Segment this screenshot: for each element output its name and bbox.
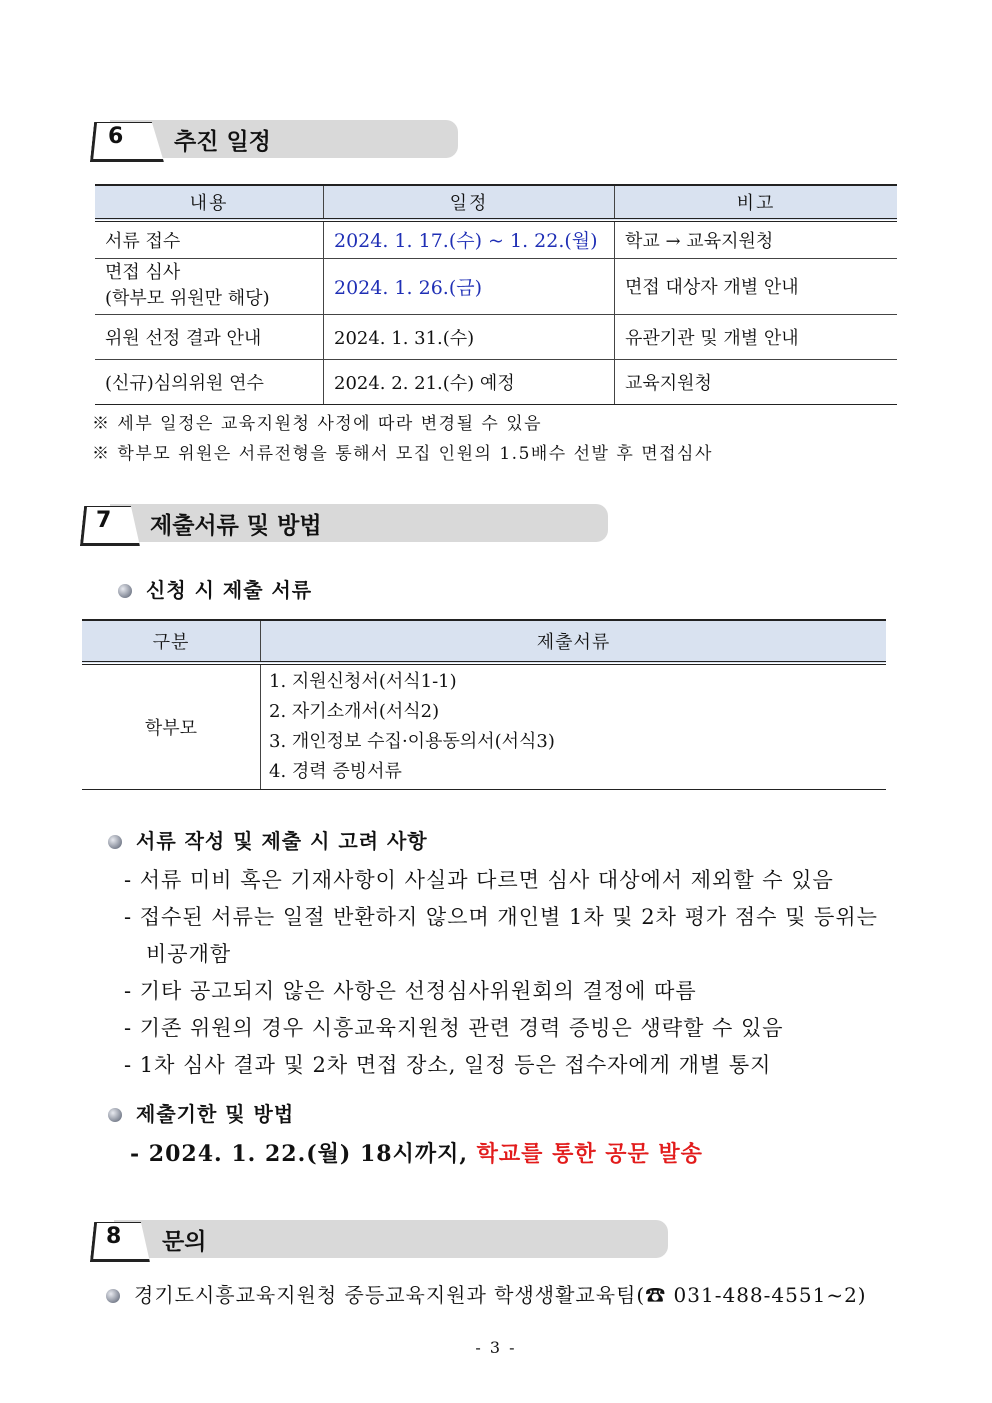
list-item: 2. 자기소개서(서식2) [269,701,440,722]
sub-heading-considerations [108,825,428,854]
page-number: - 3 - [475,1338,517,1357]
table-row [95,220,897,258]
section-8-number: 8 [106,1224,122,1249]
consideration-1: - 서류 미비 혹은 기재사항이 사실과 다르면 심사 대상에서 제외할 수 있음 [124,868,834,892]
schedule-table [95,184,897,405]
schedule-content [95,258,324,314]
documents-header-docs: 제출서류 [261,620,887,663]
consideration-5: - 1차 심사 결과 및 2차 면접 장소, 일정 등은 접수자에게 개별 통지 [124,1053,772,1077]
list-item: 3. 개인정보 수집·이용동의서(서식3) [269,731,555,752]
schedule-note: 유관기관 및 개별 안내 [615,314,898,359]
documents-list [261,663,887,790]
contact-text: 경기도시흥교육지원청 중등교육지원과 학생생활교육팀(☎ 031-488-4551~2) [134,1283,867,1307]
table-row [95,359,897,404]
sub-heading-documents [118,574,312,603]
consideration-2-cont: 비공개함 [146,942,232,966]
section-8-header [90,1220,670,1260]
deadline-line [130,1137,703,1168]
schedule-content-line1: 면접 심사 [105,262,181,283]
section-7-header [80,504,610,544]
schedule-content: 위원 선정 결과 안내 [95,314,324,359]
bullet-dot-icon [108,835,122,849]
section-8-title: 문의 [162,1229,207,1255]
table-row [95,314,897,359]
list-item: 1. 지원신청서(서식1-1) [269,671,457,692]
consideration-2: - 접수된 서류는 일절 반환하지 않으며 개인별 1차 및 2차 평가 점수 및 등위는 [124,905,878,929]
schedule-content: (신규)심의위원 연수 [95,359,324,404]
schedule-header-note: 비고 [615,185,898,220]
schedule-date: 2024. 1. 31.(수) [324,314,615,359]
schedule-content-line2: (학부모 위원만 해당) [105,288,270,309]
bullet-dot-icon [118,584,132,598]
schedule-date: 2024. 1. 17.(수) ~ 1. 22.(월) [324,220,615,258]
schedule-note: 면접 대상자 개별 안내 [615,258,898,314]
list-item: 4. 경력 증빙서류 [269,761,402,782]
schedule-note-1: ※ 세부 일정은 교육지원청 사정에 따라 변경될 수 있음 [92,414,543,434]
section-6-bar [110,120,458,158]
bullet-dot-icon [108,1108,122,1122]
schedule-header-schedule: 일정 [324,185,615,220]
sub-heading-deadline-text: 제출기한 및 방법 [136,1102,295,1126]
schedule-note: 학교 → 교육지원청 [615,220,898,258]
documents-category: 학부모 [82,663,261,790]
consideration-4: - 기존 위원의 경우 시흥교육지원청 관련 경력 증빙은 생략할 수 있음 [124,1016,784,1040]
sub-heading-documents-text: 신청 시 제출 서류 [146,578,313,602]
table-row [82,663,886,790]
documents-table [82,619,886,790]
schedule-note: 교육지원청 [615,359,898,404]
schedule-header-row [95,185,897,220]
sub-heading-considerations-text: 서류 작성 및 제출 시 고려 사항 [136,829,428,853]
documents-header-row [82,620,886,663]
schedule-date: 2024. 1. 26.(금) [324,258,615,314]
section-6-title: 추진 일정 [174,129,271,155]
section-6-number: 6 [108,124,124,149]
schedule-header-content: 내용 [95,185,324,220]
schedule-content: 서류 접수 [95,220,324,258]
section-6-header [90,120,460,160]
schedule-date: 2024. 2. 21.(수) 예정 [324,359,615,404]
bullet-dot-icon [106,1289,120,1303]
section-7-number: 7 [96,508,112,533]
contact-line [106,1279,867,1308]
consideration-3: - 기타 공고되지 않은 사항은 선정심사위원회의 결정에 따름 [124,979,697,1003]
documents-header-category: 구분 [82,620,261,663]
sub-heading-deadline [108,1098,294,1127]
table-row [95,258,897,314]
deadline-method: 학교를 통한 공문 발송 [476,1141,703,1167]
schedule-note-2: ※ 학부모 위원은 서류전형을 통해서 모집 인원의 1.5배수 선발 후 면접심사 [92,444,713,464]
deadline-date: - 2024. 1. 22.(월) 18시까지, [130,1141,468,1167]
section-7-title: 제출서류 및 방법 [150,513,322,539]
